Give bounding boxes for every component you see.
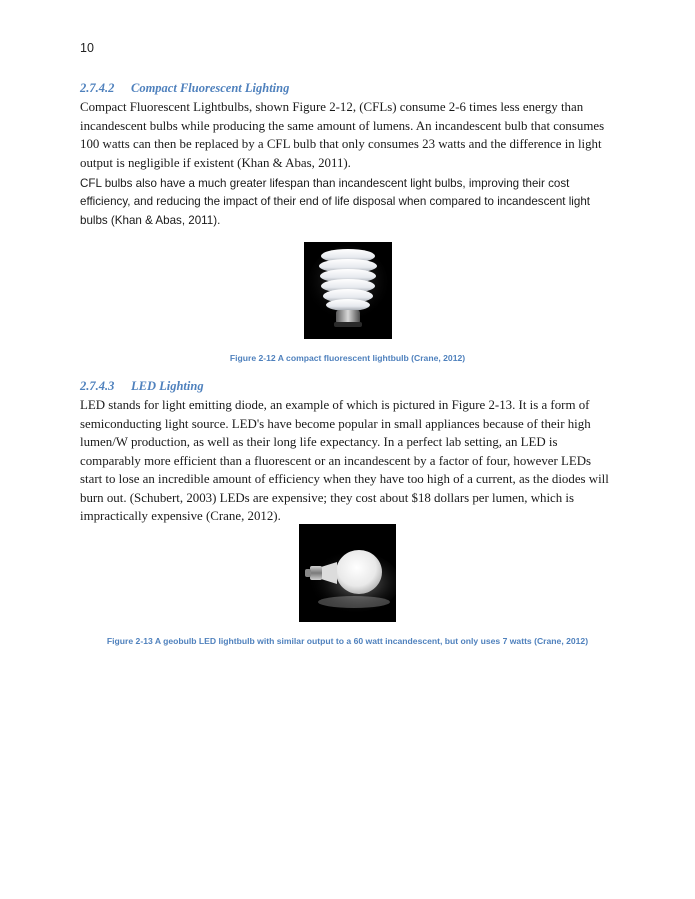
cfl-paragraph-1: Compact Fluorescent Lightbulbs, shown Figure 2-12, (CFLs) consume 2-6 times less energy than incandescent bulbs while producing the same amount of lumens. An incandescent bulb that consumes 100 watts can then be replaced by a CFL bulb that only consumes 23 watts and the difference in light output is negligible if existent (Khan & Abas, 2011). <box>80 100 605 170</box>
figure-caption-led: Figure 2-13 A geobulb LED lightbulb with similar output to a 60 watt incandescent, but only uses 7 watts (Crane, 2012) <box>106 636 589 646</box>
cfl-bulb-photo <box>304 242 392 339</box>
figure-caption-cfl: Figure 2-12 A compact fluorescent lightbulb (Crane, 2012) <box>229 353 466 363</box>
led-bulb-icon <box>299 524 396 622</box>
section-number: 2.7.4.3 <box>80 379 115 393</box>
cfl-paragraph-2: CFL bulbs also have a much greater lifespan than incandescent light bulbs, improving their cost efficiency, and reducing the impact of their end of life disposal when compared to incandescent light bulbs (Khan & Abas, 2011). <box>80 177 590 227</box>
cfl-bulb-icon <box>304 242 392 339</box>
led-paragraph-1: LED stands for light emitting diode, an example of which is pictured in Figure 2-13. It is a form of semiconducting light source. LED's have become popular in small appliances because of their high lumen/W production, as well as their long life expectancy. In a perfect lab setting, an LED is comparably more efficient than a fluorescent or an incandescent by a factor of four, however LEDs start to lose an incredible amount of efficiency when they have too high of a current, as the diodes will burn out. (Schubert, 2003) LEDs are expensive; they cost about $18 dollars per lumen, which is impractically expensive (Crane, 2012). <box>80 398 609 523</box>
led-bulb-photo <box>299 524 396 622</box>
section-number: 2.7.4.2 <box>80 81 115 95</box>
section-title: Compact Fluorescent Lighting <box>131 81 290 95</box>
page-number: 10 <box>80 41 94 55</box>
section-heading-led <box>80 379 204 394</box>
section-title: LED Lighting <box>131 379 204 393</box>
section-heading-cfl <box>80 81 289 96</box>
